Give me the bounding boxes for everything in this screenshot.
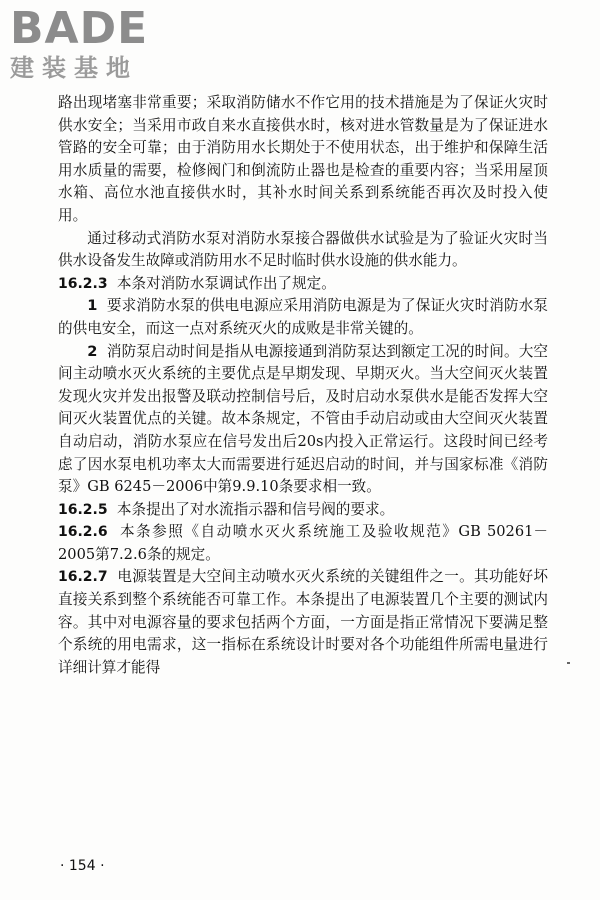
clause-text: 本条参照《自动喷水灭火系统施工及验收规范》GB 50261－2005第7.2.6条的规定。: [58, 523, 548, 563]
clause-16-2-7: [58, 566, 548, 679]
clause-number: 16.2.5: [58, 501, 108, 518]
clause-number: 16.2.3: [58, 275, 108, 292]
clause-16-2-5: [58, 499, 548, 522]
clause-number: 16.2.6: [58, 524, 108, 541]
paragraph-text: 路出现堵塞非常重要；采取消防储水不作它用的技术措施是为了保证火灾时供水安全；当采用市政自来水直接供水时，核对进水管数量是为了保证进水管路的安全可靠；由于消防用水长期处于不使用状态，出于维护和保障生活用水质量的需要，检修阀门和倒流防止器也是检查的重要内容；当采用屋顶水箱、高位水池直接供水时，其补水时间关系到系统能否再次及时投入使用。: [58, 94, 548, 224]
paragraph-continuation: [58, 92, 548, 228]
scan-speck: [567, 662, 570, 664]
paragraph-text: 通过移动式消防水泵对消防水泵接合器做供水试验是为了验证火灾时当供水设备发生故障或消防用水不足时临时供水设施的供水能力。: [58, 229, 548, 270]
item-text: 要求消防水泵的供电电源应采用消防电源是为了保证火灾时消防水泵的供电安全，而这一点对系统灭火的成败是非常关键的。: [58, 297, 548, 337]
clause-text: 电源装置是大空间主动喷水灭火系统的关键组件之一。其功能好坏直接关系到整个系统能否可靠工作。本条提出了电源装置几个主要的测试内容。其中对电源容量的要求包括两个方面，一方面是指正常情况下要满足整个系统的用电需求，这一指标在系统设计时要对各个功能组件所需电量进行详细计算才能得: [58, 568, 548, 676]
item-2: [58, 341, 548, 499]
document-body: [58, 92, 548, 679]
clause-text: 本条对消防水泵调试作出了规定。: [116, 274, 336, 292]
watermark-logo: [10, 3, 180, 88]
clause-text: 本条提出了对水流指示器和信号阀的要求。: [116, 500, 395, 518]
item-text: 消防泵启动时间是指从电源接通到消防泵达到额定工况的时间。大空间主动喷水灭火系统的主要优点是早期发现、早期灭火。当大空间灭火装置发现火灾并发出报警及联动控制信号后，及时启动水泵供水是能否发挥大空间灭火装置优点的关键。故本条规定，不管由手动启动或由大空间灭火装置自动启动，消防水泵应在信号发出后20s内投入正常运行。这段时间已经考虑了因水泵电机功率太大而需要进行延迟启动的时间，并与国家标准《消防泵》GB 6245－2006中第9.9.10条要求相一致。: [58, 342, 548, 496]
clause-16-2-3: [58, 273, 548, 296]
clause-number: 16.2.7: [58, 569, 108, 586]
item-number: 1: [87, 297, 98, 315]
page-number: · 154 ·: [60, 858, 105, 874]
logo-sub-text: 建装基地: [10, 54, 138, 82]
paragraph: [58, 228, 548, 273]
item-number: 2: [87, 342, 98, 360]
logo-main-text: BADE: [10, 3, 149, 54]
item-1: [58, 295, 548, 340]
clause-16-2-6: [58, 521, 548, 566]
